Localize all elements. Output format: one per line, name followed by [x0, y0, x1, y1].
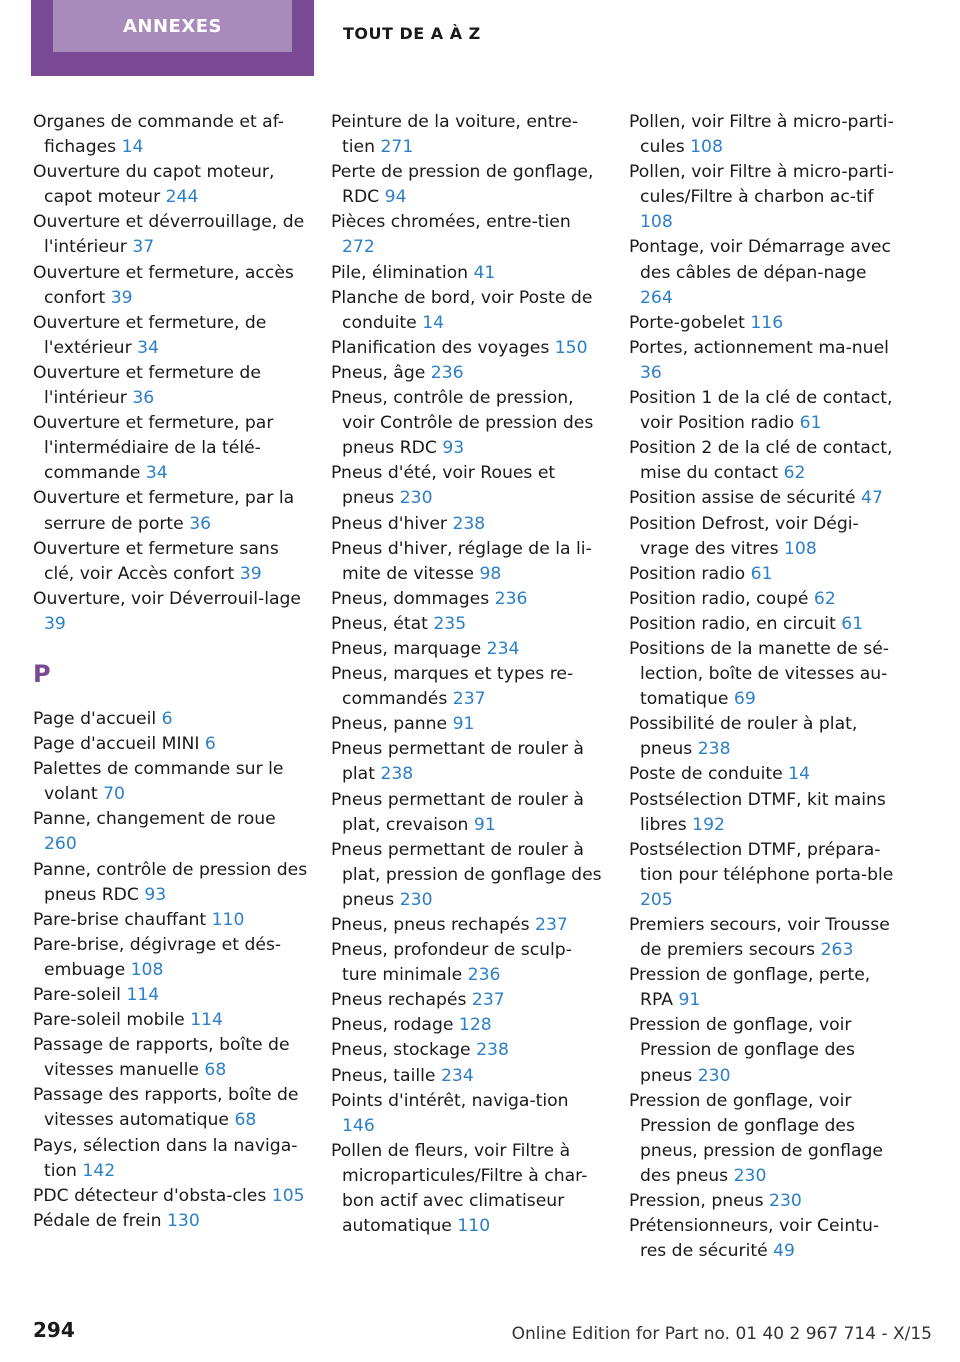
index-entry-text: Pneus, état [331, 613, 428, 634]
index-entry-text: Ouverture et déverrouillage, de l'intérieur [33, 212, 305, 258]
index-entry [331, 537, 606, 587]
index-entry-text: Pneus permettant de rouler à plat [331, 739, 584, 785]
index-entry [33, 261, 308, 311]
index-entry-text: Pneus, taille [331, 1065, 436, 1086]
page-reference-link[interactable]: 108 [690, 137, 723, 158]
section-title: TOUT DE A À Z [343, 24, 481, 43]
index-entry-text: Page d'accueil [33, 708, 157, 729]
page-reference-link[interactable]: 238 [380, 764, 414, 785]
index-entry [629, 160, 899, 235]
index-entry-text: Possibilité de rouler à plat, pneus [629, 714, 858, 760]
index-entry [33, 807, 308, 857]
index-entry [629, 562, 899, 587]
page-reference-link[interactable]: 39 [239, 563, 262, 584]
index-entry-text: Ouverture et fermeture, de l'extérieur [33, 312, 267, 358]
index-entry-text: Pression de gonflage, voir Pression de gonflage des pneus [629, 1015, 855, 1086]
index-entry-text: Panne, contrôle de pression des pneus RDC [33, 859, 308, 905]
index-entry-text: PDC détecteur d'obsta-cles [33, 1185, 267, 1206]
index-entry-text: Position assise de sécurité [629, 488, 856, 509]
index-entry [629, 1189, 899, 1214]
index-column-2 [331, 110, 606, 1239]
index-entry-text: Planification des voyages [331, 337, 550, 358]
index-entry-text: Prétensionneurs, voir Ceintu-res de sécurité [629, 1216, 880, 1262]
index-entry [331, 637, 606, 662]
page-reference-link[interactable]: 108 [784, 538, 817, 559]
index-entry [629, 762, 899, 787]
page-reference-link[interactable]: 39 [110, 287, 133, 308]
page-reference-link[interactable]: 205 [640, 889, 673, 910]
index-entry [629, 486, 899, 511]
index-entry-text: Pneus, panne [331, 714, 448, 735]
page-reference-link[interactable]: 36 [132, 388, 155, 409]
page-reference-link[interactable]: 98 [479, 563, 502, 584]
page-reference-link[interactable]: 238 [476, 1040, 509, 1061]
index-entry-text: Pneus rechapés [331, 990, 467, 1011]
index-entry [33, 311, 308, 361]
page-reference-link[interactable]: 142 [82, 1160, 116, 1181]
index-entry-text: Pédale de frein [33, 1210, 162, 1231]
index-entry-text: Portes, actionnement ma-nuel [629, 337, 889, 358]
index-entry [33, 1008, 308, 1033]
index-entry [331, 386, 606, 461]
index-entry [331, 587, 606, 612]
page-reference-link[interactable]: 230 [399, 488, 433, 509]
page-reference-link[interactable]: 238 [697, 739, 731, 760]
page-reference-link[interactable]: 61 [799, 413, 822, 434]
index-entry-text: Position 1 de la clé de contact, voir Position radio [629, 388, 893, 434]
index-entry-text: Ouverture et fermeture de l'intérieur [33, 362, 261, 409]
page-reference-link[interactable]: 68 [204, 1060, 227, 1081]
index-entry-text: Position Defrost, voir Dégi-vrage des vitres [629, 513, 859, 559]
page-reference-link[interactable]: 14 [422, 312, 445, 333]
page-reference-link[interactable]: 34 [137, 337, 159, 358]
index-entry [33, 858, 308, 908]
index-entry-text: Pression de gonflage, perte, RPA [629, 965, 871, 1011]
index-entry-text: Pollen, voir Filtre à micro-parti-cules [629, 112, 894, 158]
index-entry-text: Premiers secours, voir Trousse de premiers secours [629, 915, 890, 961]
index-entry [331, 988, 606, 1013]
index-entry [33, 411, 308, 486]
index-entry [331, 336, 606, 361]
index-entry-text: Pollen de fleurs, voir Filtre à microparticules/Filtre à char-bon actif avec climatiseur automatique [331, 1140, 588, 1237]
index-entry-text: Pontage, voir Démarrage avec des câbles de dépan-nage [629, 237, 891, 283]
page-reference-link[interactable]: 6 [161, 708, 173, 729]
index-entry [629, 913, 899, 963]
index-entry [331, 210, 606, 260]
index-entry [331, 838, 606, 913]
page-reference-link[interactable]: 36 [189, 513, 212, 534]
page-reference-link[interactable]: 93 [442, 438, 465, 459]
index-entry-text: Ouverture et fermeture sans clé, voir Accès confort [33, 538, 279, 584]
index-column-1 [33, 110, 308, 1234]
page-reference-link[interactable]: 14 [121, 137, 144, 158]
index-entry-text: Page d'accueil MINI [33, 734, 200, 755]
index-entry [629, 235, 899, 310]
index-entry [629, 838, 899, 913]
page-reference-link[interactable]: 34 [145, 463, 168, 484]
page-reference-link[interactable]: 238 [452, 513, 486, 534]
page-reference-link[interactable]: 49 [773, 1241, 795, 1262]
index-entry-text: Pneus, âge [331, 362, 426, 383]
index-entry [331, 1089, 606, 1139]
page-reference-link[interactable]: 192 [692, 814, 725, 835]
page-reference-link[interactable]: 237 [471, 990, 505, 1011]
index-entry [33, 1209, 308, 1234]
page-reference-link[interactable]: 110 [211, 909, 245, 930]
index-entry [331, 737, 606, 787]
index-entry-text: Ouverture et fermeture, accès confort [33, 262, 294, 308]
index-entry [331, 1064, 606, 1089]
index-entry [331, 261, 606, 286]
index-entry [33, 210, 308, 260]
index-entry [331, 612, 606, 637]
page-reference-link[interactable]: 62 [813, 588, 836, 609]
index-entry-text: Pile, élimination [331, 262, 469, 283]
index-entry [33, 908, 308, 933]
index-entry [33, 537, 308, 587]
index-entry [629, 1013, 899, 1088]
index-entry-text: Pneus, marques et types re-commandés [331, 664, 574, 710]
index-entry [629, 788, 899, 838]
index-entry [33, 983, 308, 1008]
index-entry [331, 712, 606, 737]
index-entry-text: Pare-soleil mobile [33, 1010, 185, 1031]
chapter-tab[interactable] [31, 0, 314, 76]
index-entry [331, 1013, 606, 1038]
index-entry-text: Ouverture, voir Déverrouil-lage [33, 588, 302, 609]
page-reference-link[interactable]: 116 [750, 312, 784, 333]
page-reference-link[interactable]: 236 [494, 588, 528, 609]
page-reference-link[interactable]: 234 [486, 638, 520, 659]
index-entry [331, 1139, 606, 1239]
page-reference-link[interactable]: 37 [132, 237, 155, 258]
page-reference-link[interactable]: 150 [554, 337, 588, 358]
index-entry [331, 662, 606, 712]
page-reference-link[interactable]: 230 [697, 1065, 731, 1086]
page-number: 294 [33, 1318, 75, 1342]
index-entry-text: Pays, sélection dans la naviga-tion [33, 1135, 298, 1181]
index-entry-text: Organes de commande et af-fichages [33, 112, 285, 158]
index-entry [33, 1083, 308, 1133]
page-reference-link[interactable]: 234 [440, 1065, 474, 1086]
index-entry [629, 1214, 899, 1264]
page-reference-link[interactable]: 93 [144, 884, 167, 905]
index-entry [33, 1033, 308, 1083]
index-entry-text: Ouverture et fermeture, par la serrure de porte [33, 488, 295, 534]
page-reference-link[interactable]: 70 [103, 784, 125, 805]
page-reference-link[interactable]: 264 [640, 287, 673, 308]
index-entry-text: Pneus, contrôle de pression, voir Contrôle de pression des pneus RDC [331, 388, 594, 459]
page-reference-link[interactable]: 130 [166, 1210, 200, 1231]
page-reference-link[interactable]: 237 [535, 915, 568, 935]
index-entry [629, 1089, 899, 1189]
page-reference-link[interactable]: 128 [458, 1015, 492, 1036]
index-entry-text: Pneus d'hiver [331, 513, 447, 534]
page-reference-link[interactable]: 6 [204, 734, 216, 755]
index-entry-text: Poste de conduite [629, 764, 783, 785]
index-entry-text: Pollen, voir Filtre à micro-parti-cules/Filtre à charbon ac-tif [629, 162, 894, 208]
index-entry-text: Pièces chromées, entre-tien [331, 212, 571, 233]
page-reference-link[interactable]: 68 [234, 1110, 257, 1131]
page-reference-link[interactable]: 91 [473, 814, 496, 835]
index-entry [331, 1038, 606, 1063]
index-entry [33, 707, 308, 732]
index-entry-text: Postsélection DTMF, kit mains libres [629, 789, 886, 835]
index-entry-text: Position 2 de la clé de contact, mise du contact [629, 438, 893, 484]
index-entry [629, 637, 899, 712]
page-reference-link[interactable]: 105 [271, 1185, 305, 1206]
index-entry [331, 788, 606, 838]
index-entry-text: Pneus, marquage [331, 638, 482, 659]
index-entry [33, 160, 308, 210]
index-entry [33, 757, 308, 807]
page-reference-link[interactable]: 39 [44, 613, 66, 634]
index-entry [629, 512, 899, 562]
index-entry [629, 386, 899, 436]
index-entry [629, 110, 899, 160]
index-entry-text: Porte-gobelet [629, 312, 745, 333]
page-reference-link[interactable]: 36 [640, 362, 662, 383]
page-reference-link[interactable]: 62 [783, 463, 806, 484]
index-entry-text: Palettes de commande sur le volant [33, 759, 284, 805]
index-entry [33, 486, 308, 536]
index-entry [629, 336, 899, 386]
page-reference-link[interactable]: 146 [342, 1115, 375, 1136]
page-reference-link[interactable]: 230 [733, 1165, 767, 1186]
page-reference-link[interactable]: 61 [750, 563, 773, 584]
index-entry-text: Pneus, rodage [331, 1015, 454, 1036]
edition-footer: Online Edition for Part no. 01 40 2 967 714 - X/15 [511, 1324, 932, 1344]
index-entry-text: Peinture de la voiture, entre-tien [331, 112, 579, 158]
page-reference-link[interactable]: 236 [430, 362, 464, 383]
index-entry-text: Pression de gonflage, voir Pression de gonflage des pneus, pression de gonflage des pneus [629, 1090, 883, 1186]
index-column-3 [629, 110, 899, 1264]
index-entry [33, 1184, 308, 1209]
index-entry-text: Perte de pression de gonflage, RDC [331, 162, 594, 208]
index-entry-text: Pare-soleil [33, 985, 121, 1005]
page-reference-link[interactable]: 61 [841, 613, 864, 634]
page-reference-link[interactable]: 237 [452, 689, 486, 710]
index-entry-text: Pneus, pneus rechapés [331, 915, 530, 935]
index-entry [33, 933, 308, 983]
index-entry [331, 461, 606, 511]
index-entry [33, 110, 308, 160]
index-entry-text: Positions de la manette de sé-lection, boîte de vitesses au-tomatique [629, 638, 889, 710]
index-entry-text: Planche de bord, voir Poste de conduite [331, 287, 593, 333]
page-reference-link[interactable]: 235 [433, 613, 467, 634]
page-reference-link[interactable]: 272 [342, 237, 375, 258]
index-entry-text: Ouverture et fermeture, par l'intermédiaire de la télé-commande [33, 413, 274, 484]
index-entry-text: Position radio, coupé [629, 588, 809, 609]
page-reference-link[interactable]: 94 [384, 187, 407, 208]
index-entry [331, 160, 606, 210]
index-entry-text: Passage des rapports, boîte de vitesses automatique [33, 1085, 299, 1131]
index-entry-text: Pneus, profondeur de sculp-ture minimale [331, 940, 572, 986]
index-entry [629, 712, 899, 762]
page-reference-link[interactable]: 230 [399, 889, 433, 910]
index-entry-text: Pneus d'été, voir Roues et pneus [331, 463, 556, 509]
index-entry [629, 436, 899, 486]
index-letter-heading: P [33, 659, 51, 688]
index-entry-text: Pneus, dommages [331, 588, 490, 609]
index-entry [33, 587, 308, 637]
index-entry [331, 512, 606, 537]
page-reference-link[interactable]: 69 [733, 689, 756, 710]
index-entry [629, 963, 899, 1013]
index-entry [331, 938, 606, 988]
index-entry-text: Pare-brise chauffant [33, 909, 207, 930]
page-reference-link[interactable]: 236 [467, 965, 501, 986]
page-reference-link[interactable]: 230 [769, 1191, 802, 1212]
page-reference-link[interactable]: 108 [640, 212, 673, 233]
index-entry [331, 286, 606, 336]
index-entry [33, 732, 308, 757]
index-entry-text: Postsélection DTMF, prépara-tion pour téléphone porta-ble [629, 839, 894, 885]
index-entry [33, 1134, 308, 1184]
index-entry-text: Position radio [629, 563, 746, 584]
index-entry-text: Passage de rapports, boîte de vitesses manuelle [33, 1035, 290, 1081]
page-reference-link[interactable]: 271 [380, 137, 414, 158]
page-reference-link[interactable]: 260 [44, 834, 77, 855]
page-reference-link[interactable]: 110 [457, 1216, 491, 1237]
page-reference-link[interactable]: 91 [678, 990, 701, 1011]
index-entry-text: Pneus d'hiver, réglage de la li-mite de vitesse [331, 538, 592, 584]
page-reference-link[interactable]: 244 [165, 187, 199, 208]
index-entry [331, 913, 606, 938]
index-entry [629, 311, 899, 336]
page-reference-link[interactable]: 91 [452, 714, 475, 735]
page-reference-link[interactable]: 263 [820, 940, 854, 961]
index-entry-text: Ouverture du capot moteur, capot moteur [33, 162, 275, 208]
index-entry [629, 587, 899, 612]
index-entry-text: Pneus, stockage [331, 1040, 471, 1061]
index-entry-text: Points d'intérêt, naviga-tion [331, 1090, 569, 1111]
index-entry-text: Pneus permettant de rouler à plat, pression de gonflage des pneus [331, 839, 602, 910]
page-reference-link[interactable]: 41 [473, 262, 496, 283]
page-reference-link[interactable]: 114 [126, 985, 160, 1005]
index-entry [629, 612, 899, 637]
page-reference-link[interactable]: 108 [130, 959, 164, 980]
page-reference-link[interactable]: 14 [788, 764, 811, 785]
index-entry [331, 110, 606, 160]
index-entry [331, 361, 606, 386]
index-entry-text: Panne, changement de roue [33, 809, 276, 830]
index-entry-text: Pare-brise, dégivrage et dés-embuage [33, 934, 282, 980]
page-reference-link[interactable]: 114 [190, 1010, 223, 1031]
index-entry-text: Pneus permettant de rouler à plat, crevaison [331, 789, 584, 835]
index-entry [33, 361, 308, 411]
chapter-tab-label: ANNEXES [53, 0, 292, 52]
index-entry-text: Pression, pneus [629, 1191, 764, 1212]
page-reference-link[interactable]: 47 [861, 488, 883, 509]
index-entry-text: Position radio, en circuit [629, 613, 836, 634]
